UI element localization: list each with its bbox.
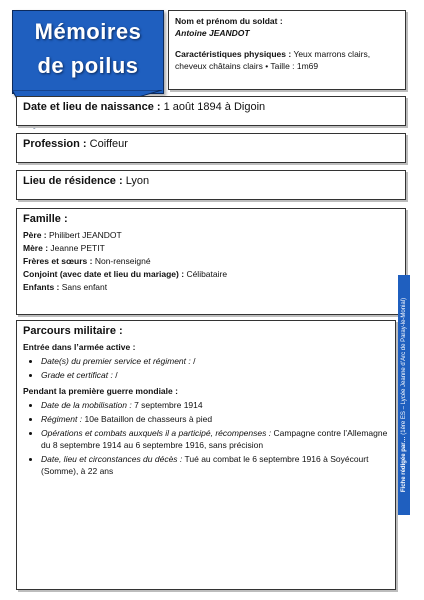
military-career-box <box>16 320 396 590</box>
birth-label: Date et lieu de naissance : <box>23 101 161 113</box>
profession-label: Profession : <box>23 138 87 150</box>
logo-banner <box>12 10 164 94</box>
list-item <box>41 453 389 477</box>
mother-line <box>23 242 399 255</box>
children-value: Sans enfant <box>61 282 108 292</box>
father-label: Père : <box>23 230 47 240</box>
list-item <box>41 427 389 451</box>
soldier-identity-box <box>168 10 406 90</box>
author-label: Fiche rédigée par… <box>401 436 407 493</box>
physical-characteristics <box>175 48 399 72</box>
father-line <box>23 229 399 242</box>
regiment-label: Régiment : <box>41 414 83 424</box>
physical-value: Yeux marrons clairs, cheveux châtains clairs • Taille : 1m69 <box>175 49 371 71</box>
operations-value: Campagne contre l’Allemagne du 8 septembre 1914 au 6 septembre 1916, sans précision <box>41 428 388 450</box>
first-service-value: / <box>193 356 196 366</box>
soldier-name-label: Nom et prénom du soldat : <box>175 16 283 26</box>
active-army-list <box>23 355 389 381</box>
author-school: (1ère ES – Lycée Jeanne d’Arc de Paray-le-Monial) <box>401 297 407 435</box>
list-item <box>41 399 389 411</box>
siblings-line <box>23 255 399 268</box>
children-line <box>23 281 399 294</box>
author-credit <box>401 298 407 492</box>
children-label: Enfants : <box>23 282 60 292</box>
logo-title-line1: Mémoires <box>34 19 142 44</box>
regiment-value: 10e Bataillon de chasseurs à pied <box>84 414 213 424</box>
residence-value: Lyon <box>125 175 150 187</box>
mother-label: Mère : <box>23 243 49 253</box>
first-service-label: Date(s) du premier service et régiment : <box>41 356 191 366</box>
soldier-name: Antoine JEANDOT <box>175 28 250 38</box>
death-value: Tué au combat le 6 septembre 1916 à Soyécourt (Somme), à 22 ans <box>41 454 369 476</box>
operations-label: Opérations et combats auxquels il a participé, récompenses : <box>41 428 272 438</box>
spouse-line <box>23 268 399 281</box>
ww1-heading: Pendant la première guerre mondiale : <box>23 386 178 396</box>
mobilisation-label: Date de la mobilisation : <box>41 400 132 410</box>
physical-label: Caractéristiques physiques : <box>175 49 292 59</box>
profession-value: Coiffeur <box>89 138 128 150</box>
father-value: Philibert JEANDOT <box>49 230 122 240</box>
family-title: Famille : <box>23 213 68 225</box>
ww1-list <box>23 399 389 477</box>
author-side-banner <box>398 275 410 515</box>
death-label: Date, lieu et circonstances du décès : <box>41 454 183 464</box>
birth-value: 1 août 1894 à Digoin <box>163 101 266 113</box>
spouse-label: Conjoint (avec date et lieu du mariage) : <box>23 269 185 279</box>
list-item <box>41 413 389 425</box>
profession-box <box>16 133 406 163</box>
siblings-label: Frères et sœurs : <box>23 256 93 266</box>
grade-value: / <box>115 370 118 380</box>
mother-value: Jeanne PETIT <box>50 243 105 253</box>
spouse-value: Célibataire <box>186 269 228 279</box>
list-item <box>41 369 389 381</box>
active-army-heading: Entrée dans l’armée active : <box>23 342 136 352</box>
mobilisation-value: 7 septembre 1914 <box>134 400 203 410</box>
military-title: Parcours militaire : <box>23 325 123 337</box>
residence-box <box>16 170 406 200</box>
residence-label: Lieu de résidence : <box>23 175 123 187</box>
list-item <box>41 355 389 367</box>
grade-label: Grade et certificat : <box>41 370 113 380</box>
family-box <box>16 208 406 315</box>
birth-box <box>16 96 406 126</box>
logo-title-line2: de poilus <box>37 53 139 78</box>
siblings-value: Non-renseigné <box>94 256 151 266</box>
